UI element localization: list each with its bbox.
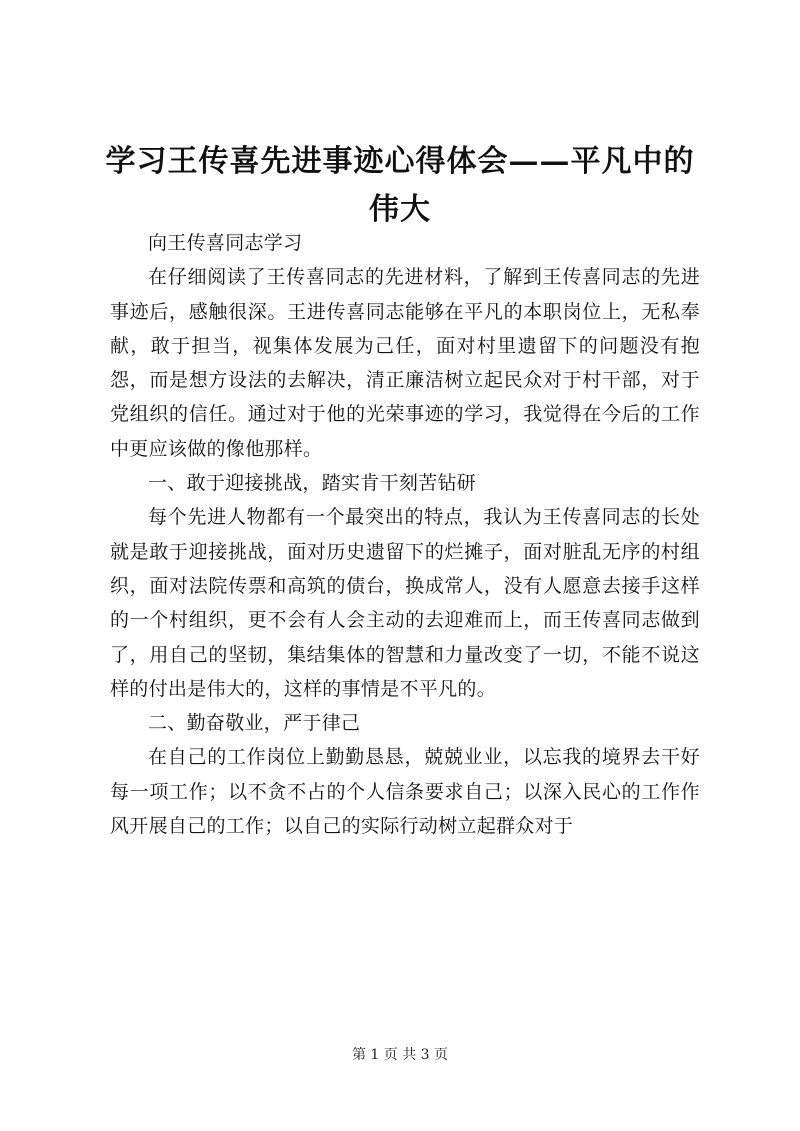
body-paragraph: 在仔细阅读了王传喜同志的先进材料，了解到王传喜同志的先进事迹后，感触很深。王进传喜同志能够在平凡的本职岗位上，无私奉献，敢于担当，视集体发展为己任，面对村里遗留下的问题没有抱怨，而是想方设法的去解决，清正廉洁树立起民众对于村干部，对于党组织的信任。通过对于他的光荣事迹的学习，我觉得在今后的工作中更应该做的像他那样。 — [110, 266, 700, 460]
section-heading-1: 一、敢于迎接挑战，踏实肯干刻苦钻研 — [148, 472, 477, 495]
section-heading-2: 二、勤奋敬业，严于律己 — [148, 712, 361, 735]
section-heading-intro: 向王传喜同志学习 — [148, 232, 303, 254]
document-title: 学习王传喜先进事迹心得体会——平凡中的伟大 — [105, 144, 695, 227]
page-footer: 第 1 页 共 3 页 — [351, 1047, 449, 1063]
body-paragraph: 在自己的工作岗位上勤勤恳恳，兢兢业业，以忘我的境界去干好每一项工作；以不贪不占的个人信条要求自己；以深入民心的工作作风开展自己的工作；以自己的实际行动树立起群众对于 — [110, 746, 700, 838]
document-body — [110, 226, 700, 843]
body-paragraph: 每个先进人物都有一个最突出的特点，我认为王传喜同志的长处就是敢于迎接挑战，面对历史遗留下的烂摊子，面对脏乱无序的村组织，面对法院传票和高筑的债台，换成常人，没有人愿意去接手这样的一个村组织，更不会有人会主动的去迎难而上，而王传喜同志做到了，用自己的坚韧，集结集体的智慧和力量改变了一切，不能不说这样的付出是伟大的，这样的事情是不平凡的。 — [110, 506, 700, 700]
